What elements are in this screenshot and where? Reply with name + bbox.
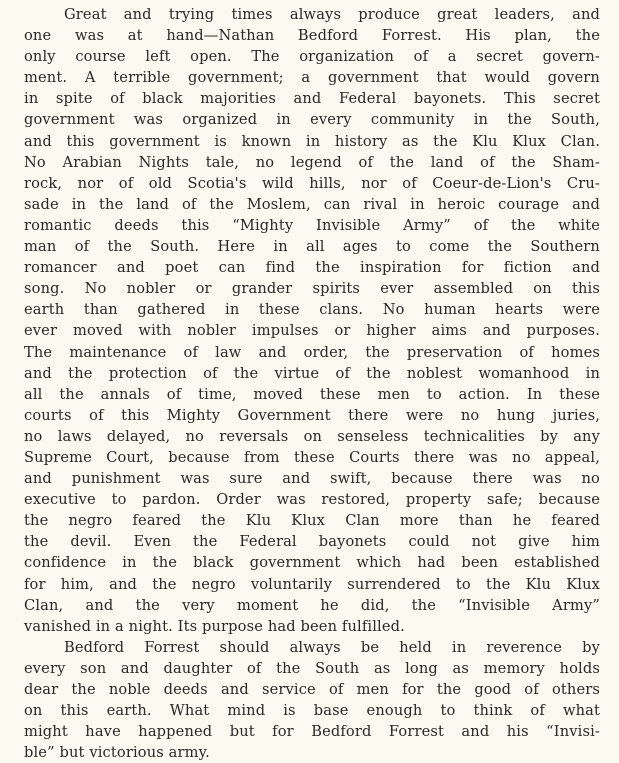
paragraph-1-line-26: the devil. Even the Federal bayonets could not give him <box>24 533 600 551</box>
paragraph-1-line-14: song. No nobler or grander spirits ever assembled on this <box>24 280 600 298</box>
paragraph-1-line-27: confidence in the black government which had been established <box>24 554 600 572</box>
paragraph-2-line-4: on this earth. What mind is base enough to think of what <box>24 702 600 720</box>
paragraph-1-line-6: government was organized in every community in the South, <box>24 111 600 129</box>
paragraph-1-line-11: romantic deeds this “Mighty Invisible Army” of the white <box>24 216 600 234</box>
paragraph-1-line-18: and the protection of the virtue of the noblest womanhood in <box>24 364 600 382</box>
paragraph-1-line-29: Clan, and the very moment he did, the “Invisible Army” <box>24 596 600 614</box>
paragraph-1-line-4: ment. A terrible government; a government that would govern <box>24 69 600 87</box>
paragraph-1-line-9: rock, nor of old Scotia's wild hills, nor of Coeur-de-Lion's Cru- <box>24 174 600 192</box>
paragraph-1-line-10: sade in the land of the Moslem, can rival in heroic courage and <box>24 195 600 213</box>
paragraph-1-line-25: the negro feared the Klu Klux Clan more than he feared <box>24 512 600 530</box>
paragraph-1-line-20: courts of this Mighty Government there were no hung juries, <box>24 406 600 424</box>
paragraph-2-line-5: might have happened but for Bedford Forrest and his “Invisi- <box>24 723 600 741</box>
paragraph-1-line-2: one was at hand—Nathan Bedford Forrest. His plan, the <box>24 27 600 45</box>
paragraph-1-line-7: and this government is known in history as the Klu Klux Clan. <box>24 132 600 150</box>
paragraph-2-line-1: Bedford Forrest should always be held in reverence by <box>64 638 600 656</box>
paragraph-1-line-19: all the annals of time, moved these men to action. In these <box>24 385 600 403</box>
paragraph-2-line-6: ble” but victorious army. <box>24 744 210 762</box>
paragraph-2-line-3: dear the noble deeds and service of men for the good of others <box>24 681 600 698</box>
paragraph-1-line-5: in spite of black majorities and Federal bayonets. This secret <box>24 90 600 108</box>
paragraph-1-line-17: The maintenance of law and order, the preservation of homes <box>24 343 600 361</box>
paragraph-2-line-2: every son and daughter of the South as long as memory holds <box>24 659 600 677</box>
paragraph-1-line-13: romancer and poet can find the inspiration for fiction and <box>24 259 600 277</box>
paragraph-1-line-21: no laws delayed, no reversals on senseless technicalities by any <box>24 427 600 445</box>
paragraph-1-line-16: ever moved with nobler impulses or higher aims and purposes. <box>24 322 600 340</box>
paragraph-1-line-15: earth than gathered in these clans. No human hearts were <box>24 301 600 319</box>
paragraph-1-line-24: executive to pardon. Order was restored, property safe; because <box>24 491 600 509</box>
paragraph-1-line-22: Supreme Court, because from these Courts there was no appeal, <box>24 448 600 466</box>
paragraph-1-line-8: No Arabian Nights tale, no legend of the land of the Sham- <box>24 153 600 171</box>
book-page <box>24 4 600 762</box>
paragraph-1-line-23: and punishment was sure and swift, because there was no <box>24 470 600 488</box>
paragraph-1-line-3: only course left open. The organization of a secret govern- <box>24 48 600 66</box>
paragraph-1-line-12: man of the South. Here in all ages to come the Southern <box>24 238 600 256</box>
paragraph-1-line-28: for him, and the negro voluntarily surrendered to the Klu Klux <box>24 575 600 593</box>
paragraph-1-line-1: Great and trying times always produce great leaders, and <box>64 6 600 23</box>
paragraph-1-line-30: vanished in a night. Its purpose had been fulfilled. <box>24 617 405 635</box>
